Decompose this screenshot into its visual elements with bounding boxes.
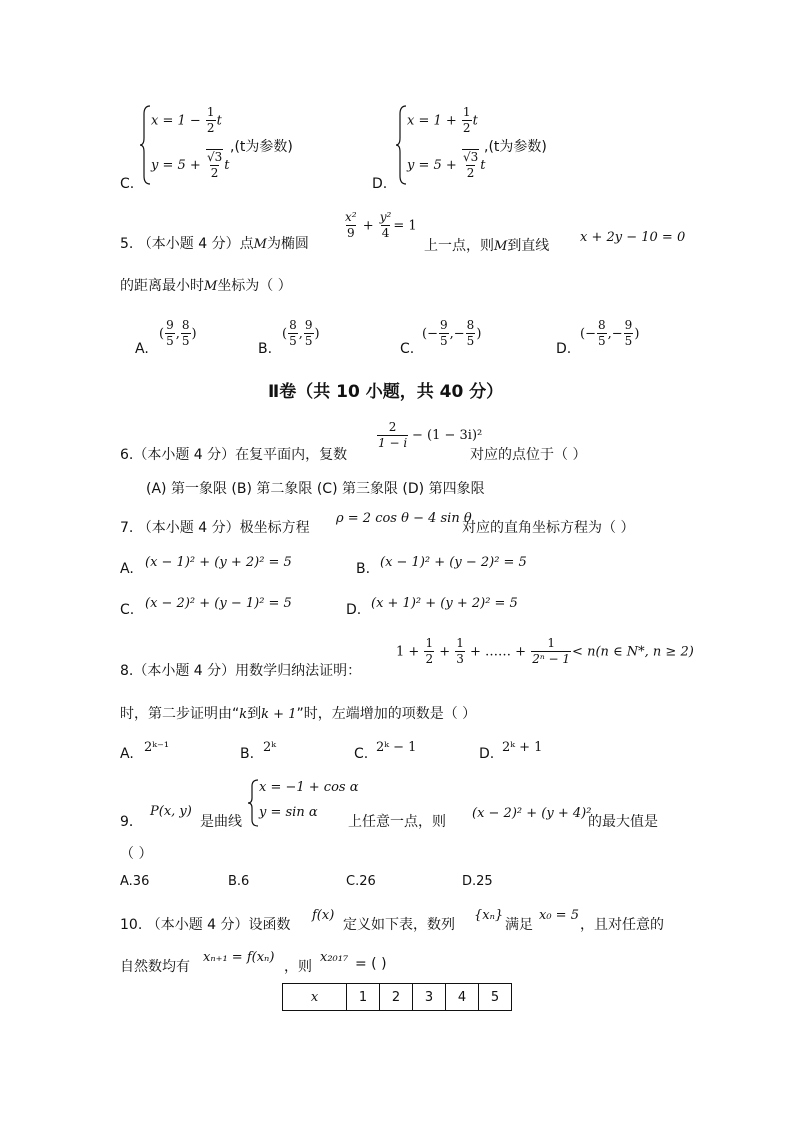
- table-row: [283, 984, 512, 1011]
- param-note: ,(t为参数): [484, 139, 547, 155]
- table-cell: 5: [479, 984, 512, 1011]
- q6-options: (A) 第一象限 (B) 第二象限 (C) 第三象限 (D) 第四象限: [146, 481, 485, 497]
- section-title: Ⅱ卷（共 10 小题，共 40 分）: [268, 382, 504, 402]
- table-cell: 3: [413, 984, 446, 1011]
- option-label-c: C.: [120, 176, 135, 192]
- line-equation: x + 2y − 10 = 0: [580, 230, 686, 245]
- option-label-d: D.: [372, 176, 388, 192]
- table-cell: 4: [446, 984, 479, 1011]
- param-note: ,(t为参数): [230, 139, 293, 155]
- function-table: [282, 983, 512, 1011]
- table-cell: 2: [380, 984, 413, 1011]
- table-cell: x: [283, 984, 347, 1011]
- table-cell: 1: [347, 984, 380, 1011]
